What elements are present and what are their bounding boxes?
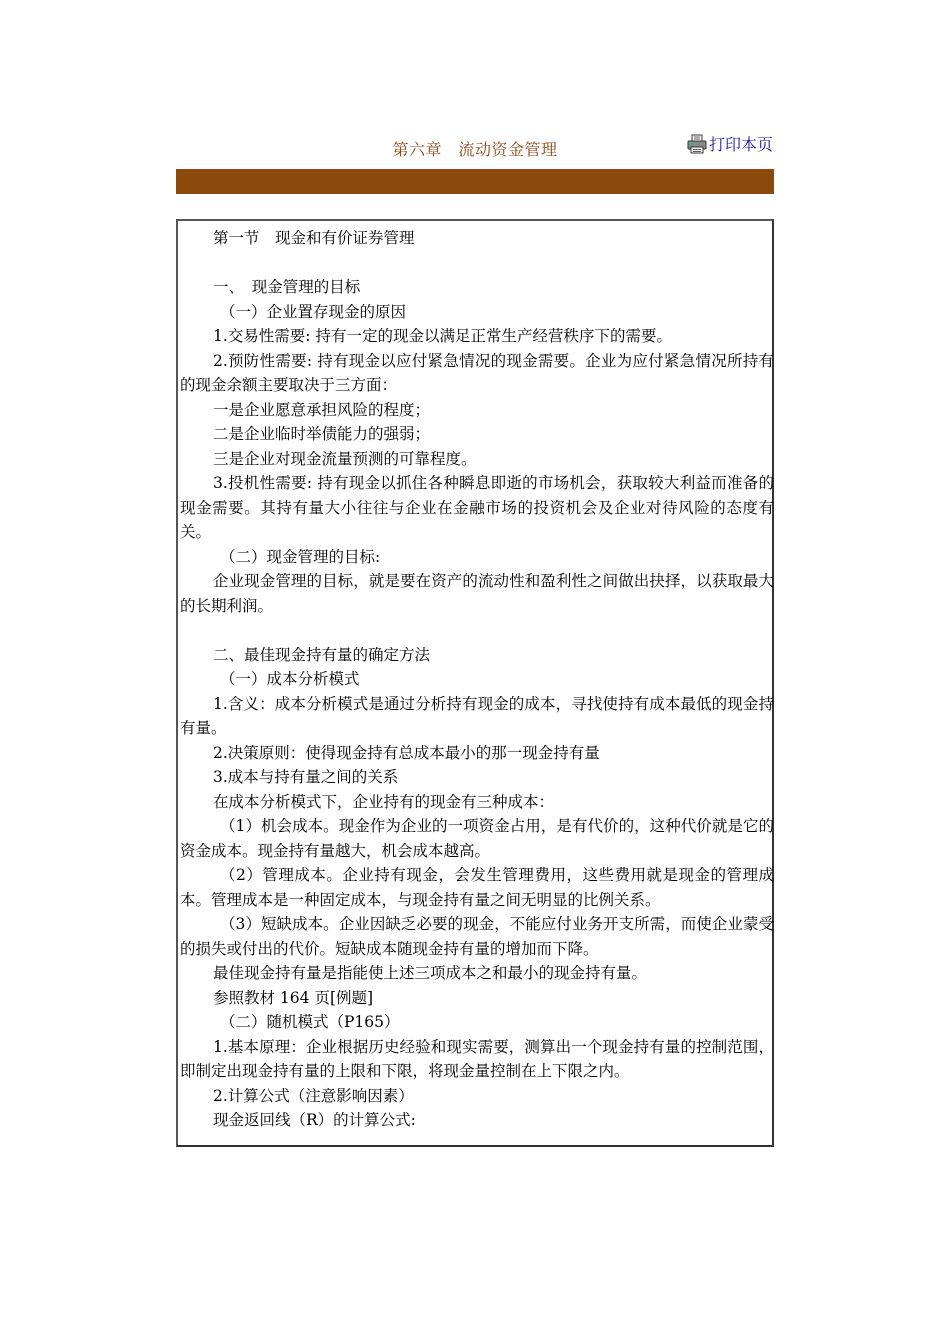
subheading: （二）现金管理的目标: bbox=[220, 547, 381, 566]
heading-2: 二、最佳现金持有量的确定方法 bbox=[213, 645, 431, 664]
section-heading: 第一节 现金和有价证券管理 bbox=[213, 229, 415, 247]
paragraph: 一是企业愿意承担风险的程度； bbox=[213, 400, 431, 419]
paragraph: （1）机会成本。现金作为企业的一项资金占用，是有代价的，这种代价就是它的资金成本。现金持有量越大，机会成本越高。 bbox=[180, 817, 774, 860]
paragraph: 现金返回线（R）的计算公式: bbox=[213, 1111, 416, 1129]
paragraph: （3）短缺成本。企业因缺乏必要的现金，不能应付业务开支所需，而使企业蒙受的损失或付出的代价。短缺成本随现金持有量的增加而下降。 bbox=[180, 915, 774, 958]
paragraph: 1.交易性需要: 持有一定的现金以满足正常生产经营秩序下的需要。 bbox=[213, 327, 672, 345]
paragraph: 2.决策原则：使得现金持有总成本最小的那一现金持有量 bbox=[213, 743, 600, 762]
paragraph: 3.成本与持有量之间的关系 bbox=[213, 768, 399, 786]
header-bar bbox=[176, 169, 774, 194]
paragraph: 企业现金管理的目标，就是要在资产的流动性和盈利性之间做出抉择，以获取最大的长期利润。 bbox=[180, 572, 774, 615]
paragraph: 参照教材 164 页[例题] bbox=[213, 988, 374, 1007]
paragraph: 二是企业临时举债能力的强弱； bbox=[213, 425, 431, 443]
print-page-label[interactable]: 打印本页 bbox=[709, 135, 774, 154]
subheading: （一）成本分析模式 bbox=[220, 670, 360, 688]
paragraph: 最佳现金持有量是指能使上述三项成本之和最小的现金持有量。 bbox=[213, 964, 648, 982]
paragraph: 3.投机性需要: 持有现金以抓住各种瞬息即逝的市场机会，获取较大利益而准备的现金需要。其持有量大小往往与企业在金融市场的投资机会及企业对待风险的态度有关。 bbox=[180, 474, 774, 541]
spacer bbox=[180, 251, 774, 276]
content-box bbox=[176, 219, 774, 1147]
paragraph: 2.计算公式（注意影响因素） bbox=[213, 1086, 414, 1105]
print-page-link[interactable] bbox=[686, 132, 773, 155]
page-title: 第六章 流动资金管理 bbox=[392, 140, 558, 159]
paragraph: 1.含义：成本分析模式是通过分析持有现金的成本，寻找使持有成本最低的现金持有量。 bbox=[180, 694, 774, 737]
subheading: （一）企业置存现金的原因 bbox=[220, 302, 407, 321]
paragraph: 1.基本原理：企业根据历史经验和现实需要，测算出一个现金持有量的控制范围，即制定出现金持有量的上限和下限，将现金量控制在上下限之内。 bbox=[180, 1037, 774, 1080]
subheading: （二）随机模式（P165） bbox=[220, 1013, 400, 1031]
paragraph: 2.预防性需要: 持有现金以应付紧急情况的现金需要。企业为应付紧急情况所持有的现金余额主要取决于三方面： bbox=[180, 351, 774, 394]
paragraph: 在成本分析模式下，企业持有的现金有三种成本： bbox=[213, 792, 555, 811]
document-body bbox=[180, 226, 774, 1133]
spacer bbox=[180, 618, 774, 643]
paragraph: （2）管理成本。企业持有现金，会发生管理费用，这些费用就是现金的管理成本。管理成本是一种固定成本，与现金持有量之间无明显的比例关系。 bbox=[180, 866, 774, 909]
printer-icon bbox=[686, 134, 708, 154]
paragraph: 三是企业对现金流量预测的可靠程度。 bbox=[213, 449, 477, 468]
heading-1: 一、 现金管理的目标 bbox=[213, 278, 361, 296]
